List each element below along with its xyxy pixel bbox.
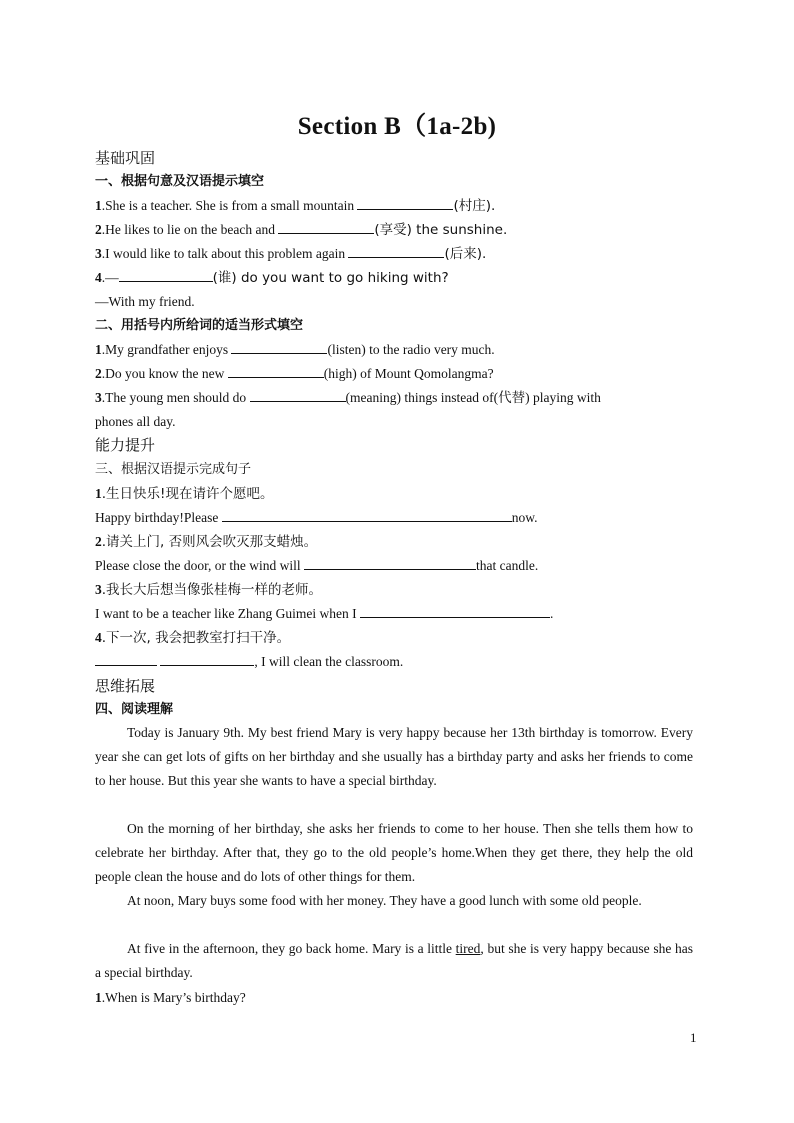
question-number: 4 — [95, 270, 102, 285]
question-number: 1 — [95, 990, 102, 1005]
section-heading-ability: 能力提升 — [95, 436, 156, 454]
question-text: .My grandfather enjoys — [101, 342, 232, 357]
question-3-4-english — [95, 652, 403, 672]
question-3-1-english — [95, 508, 537, 528]
question-3-1-chinese — [95, 484, 273, 504]
answer-blank[interactable] — [95, 652, 157, 666]
question-1-3 — [95, 244, 486, 264]
question-number: 1 — [95, 198, 102, 213]
part-title-2: 二、用括号内所给词的适当形式填空 — [95, 318, 304, 333]
question-1-4-answer: —With my friend. — [95, 294, 195, 309]
question-2-1 — [95, 340, 495, 360]
question-hint: (meaning) things instead of(代替) playing with — [345, 390, 601, 405]
answer-blank[interactable] — [160, 652, 254, 666]
question-3-2-english — [95, 556, 538, 576]
answer-blank[interactable] — [222, 508, 512, 522]
answer-blank[interactable] — [278, 220, 374, 234]
question-hint: (后来). — [444, 246, 487, 262]
question-number: 1 — [95, 486, 102, 501]
question-text: .— — [101, 270, 119, 285]
question-hint: (村庄). — [453, 198, 496, 214]
question-number: 2 — [95, 366, 102, 381]
question-text: now. — [511, 510, 538, 525]
question-text: .生日快乐!现在请许个愿吧。 — [101, 486, 274, 502]
question-number: 1 — [95, 342, 102, 357]
question-text: .He likes to lie on the beach and — [101, 222, 279, 237]
question-number: 4 — [95, 630, 102, 645]
question-3-2-chinese — [95, 532, 317, 552]
question-1-4 — [95, 268, 449, 288]
question-text: .I would like to talk about this problem again — [101, 246, 349, 261]
reading-paragraph-1: Today is January 9th. My best friend Mary is very happy because her 13th birthday is tomorrow. Every year she can get lots of gifts on her birthday and she usually has a birthday party and asks her friends to come to her house. But this year she wants to have a special birthday. — [95, 725, 693, 788]
question-hint: (listen) to the radio very much. — [327, 342, 495, 357]
answer-blank[interactable] — [231, 340, 327, 354]
question-number: 3 — [95, 246, 102, 261]
answer-blank[interactable] — [228, 364, 324, 378]
answer-blank[interactable] — [357, 196, 453, 210]
question-2-3 — [95, 388, 601, 408]
question-3-3-chinese — [95, 580, 322, 600]
question-2-2 — [95, 364, 494, 384]
question-number: 2 — [95, 534, 102, 549]
question-1-2 — [95, 220, 507, 240]
question-number: 3 — [95, 582, 102, 597]
question-text: .Do you know the new — [101, 366, 228, 381]
answer-blank[interactable] — [304, 556, 476, 570]
question-hint: (谁) do you want to go hiking with? — [212, 270, 449, 286]
question-3-4-chinese — [95, 628, 290, 648]
question-text: . — [550, 606, 554, 621]
answer-blank[interactable] — [348, 244, 444, 258]
part-title-4: 四、阅读理解 — [95, 702, 174, 717]
question-text: , I will clean the classroom. — [254, 654, 404, 669]
question-text: .When is Mary’s birthday? — [101, 990, 246, 1005]
question-text: Happy birthday!Please — [95, 510, 222, 525]
part-title-1: 一、根据句意及汉语提示填空 — [95, 174, 265, 189]
question-text: .我长大后想当像张桂梅一样的老师。 — [101, 582, 323, 598]
question-hint: (享受) the sunshine. — [374, 222, 508, 238]
question-3-3-english — [95, 604, 553, 624]
question-number: 3 — [95, 390, 102, 405]
page-number: 1 — [690, 1030, 697, 1045]
question-2-3-continued: phones all day. — [95, 414, 176, 429]
question-1-1 — [95, 196, 495, 216]
question-text: that candle. — [476, 558, 539, 573]
question-text: .She is a teacher. She is from a small mountain — [101, 198, 358, 213]
answer-blank[interactable] — [360, 604, 550, 618]
section-heading-basics: 基础巩固 — [95, 149, 156, 167]
reading-paragraph-4 — [95, 937, 693, 985]
question-text: Please close the door, or the wind will — [95, 558, 305, 573]
reading-paragraph-2: On the morning of her birthday, she asks her friends to come to her house. Then she tells them how to celebrate her birthday. After that, they go to the old people’s home.When they get there, they help the old people clean the house and do lots of other things for them. — [95, 821, 693, 884]
question-text: I want to be a teacher like Zhang Guimei when I — [95, 606, 361, 621]
answer-blank[interactable] — [119, 268, 213, 282]
reading-paragraph-3: At noon, Mary buys some food with her money. They have a good lunch with some old people. — [127, 893, 642, 908]
question-text: .The young men should do — [101, 390, 250, 405]
page-title: Section B（1a-2b) — [297, 113, 497, 140]
reading-question-1 — [95, 988, 246, 1008]
paragraph-text: At five in the afternoon, they go back home. Mary is a little — [127, 941, 456, 956]
question-text: .请关上门, 否则风会吹灭那支蜡烛。 — [101, 534, 318, 550]
question-number: 2 — [95, 222, 102, 237]
part-title-3: 三、根据汉语提示完成句子 — [95, 462, 252, 477]
question-text: .下一次, 我会把教室打扫干净。 — [101, 630, 291, 646]
section-heading-thinking: 思维拓展 — [95, 677, 156, 695]
answer-blank[interactable] — [250, 388, 346, 402]
underlined-word: tired — [455, 941, 481, 956]
paragraph-text: , but she is very happy because she has a special birthday. — [95, 941, 693, 980]
question-hint: (high) of Mount Qomolangma? — [323, 366, 494, 381]
